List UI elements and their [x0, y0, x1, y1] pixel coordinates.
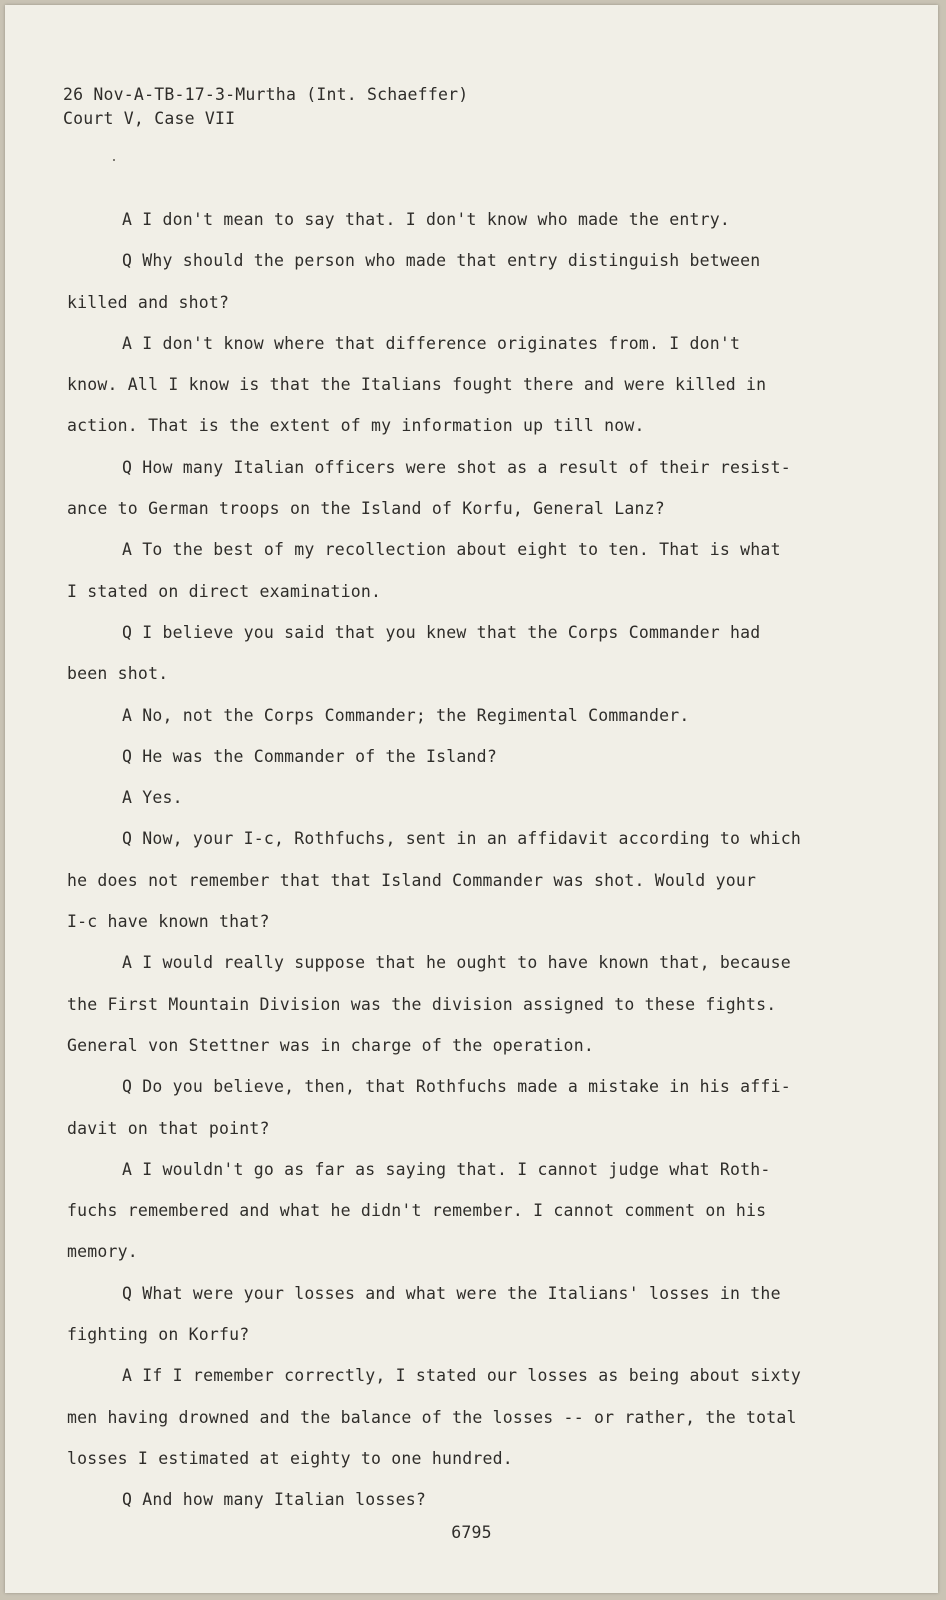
transcript-line: killed and shot?: [67, 292, 230, 312]
transcript-line: fighting on Korfu?: [67, 1325, 250, 1345]
header-case-reference: 26 Nov-A-TB-17-3-Murtha (Int. Schaeffer): [63, 85, 469, 104]
transcript-line: A I wouldn't go as far as saying that. I cannot judge what Roth-: [122, 1159, 771, 1179]
transcript-line: losses I estimated at eighty to one hundred.: [67, 1448, 513, 1468]
transcript-line: Q How many Italian officers were shot as a result of their resist-: [122, 457, 791, 477]
transcript-line: A I would really suppose that he ought to have known that, because: [122, 953, 791, 973]
transcript-line: Q And how many Italian losses?: [122, 1490, 427, 1510]
transcript-line: I stated on direct examination.: [67, 581, 382, 601]
transcript-line: he does not remember that that Island Commander was shot. Would your: [67, 870, 757, 890]
document-header: [63, 83, 468, 131]
transcript-line: A To the best of my recollection about eight to ten. That is what: [122, 540, 781, 560]
header-court: Court V, Case VII: [63, 109, 236, 128]
transcript-line: A I don't mean to say that. I don't know who made the entry.: [122, 210, 731, 229]
transcript-line: Q What were your losses and what were the Italians' losses in the: [122, 1283, 781, 1303]
transcript-line: General von Stettner was in charge of the operation.: [67, 1035, 594, 1055]
transcript-body: [67, 199, 887, 1521]
transcript-line: memory.: [67, 1242, 138, 1262]
document-page: [5, 5, 938, 1593]
transcript-line: davit on that point?: [67, 1118, 270, 1138]
transcript-line: know. All I know is that the Italians fought there and were killed in: [67, 375, 767, 395]
transcript-line: A I don't know where that difference originates from. I don't: [122, 333, 741, 353]
transcript-line: the First Mountain Division was the division assigned to these fights.: [67, 994, 777, 1014]
transcript-line: I-c have known that?: [67, 912, 270, 932]
ink-speck: [113, 159, 115, 161]
transcript-line: Q Now, your I-c, Rothfuchs, sent in an affidavit according to which: [122, 829, 801, 849]
transcript-line: Q Why should the person who made that entry distinguish between: [122, 251, 761, 271]
transcript-line: been shot.: [67, 664, 169, 684]
transcript-line: Q I believe you said that you knew that the Corps Commander had: [122, 622, 761, 642]
transcript-line: action. That is the extent of my information up till now.: [67, 416, 645, 436]
transcript-line: Q Do you believe, then, that Rothfuchs made a mistake in his affi-: [122, 1077, 791, 1097]
transcript-line: Q He was the Commander of the Island?: [122, 746, 497, 766]
transcript-line: ance to German troops on the Island of Korfu, General Lanz?: [67, 499, 665, 519]
transcript-line: A If I remember correctly, I stated our losses as being about sixty: [122, 1366, 801, 1386]
page-number: 6795: [451, 1523, 492, 1542]
transcript-line: A Yes.: [122, 788, 183, 808]
transcript-line: fuchs remembered and what he didn't remember. I cannot comment on his: [67, 1201, 767, 1221]
transcript-line: men having drowned and the balance of the losses -- or rather, the total: [67, 1407, 797, 1427]
transcript-line: A No, not the Corps Commander; the Regimental Commander.: [122, 705, 690, 725]
